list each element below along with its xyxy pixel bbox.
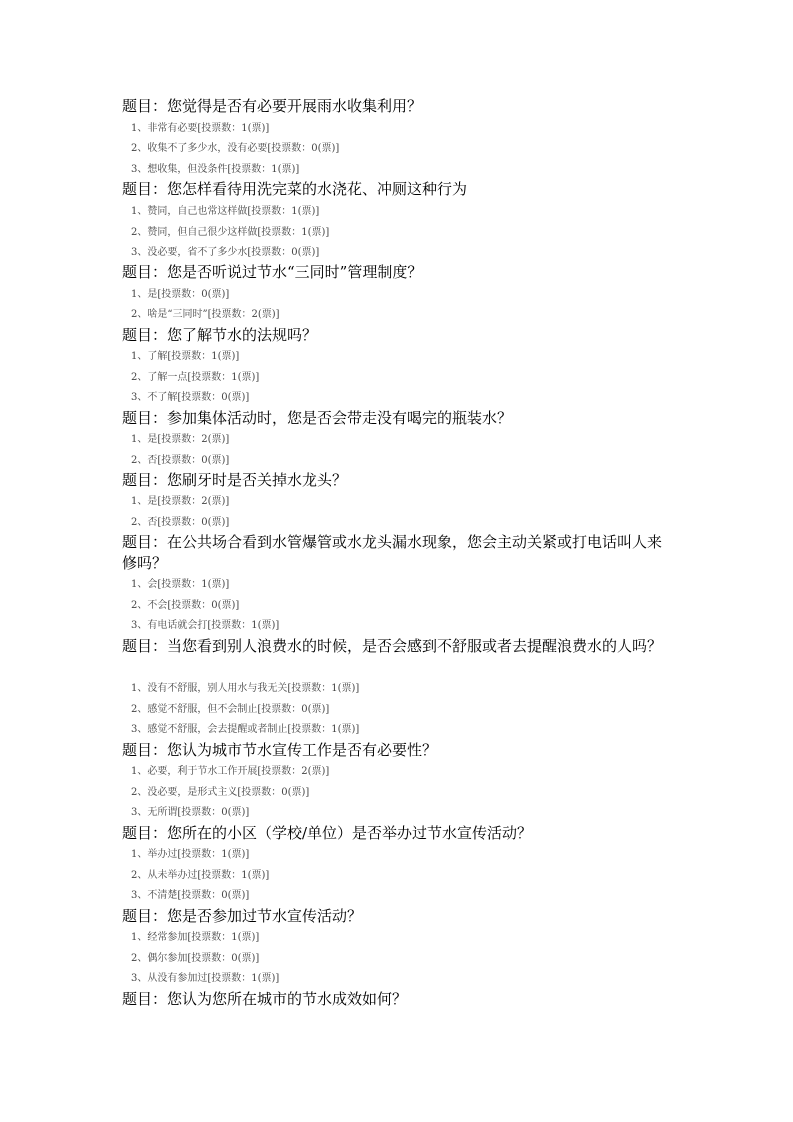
option-item: 2、感觉不舒服，但不会制止[投票数：0(票)] [131, 704, 330, 715]
option-item: 2、否[投票数：0(票)] [131, 455, 230, 466]
option-item: 1、必要，利于节水工作开展[投票数：2(票)] [131, 766, 330, 777]
option-item: 1、赞同，自己也常这样做[投票数：1(票)] [131, 206, 320, 217]
option-item: 1、了解[投票数：1(票)] [131, 351, 240, 362]
question-title: 题目：您刷牙时是否关掉水龙头？ [122, 471, 348, 489]
option-item: 2、啥是“三同时”[投票数：2(票)] [131, 309, 280, 320]
option-item: 2、没必要，是形式主义[投票数：0(票)] [131, 787, 310, 798]
option-item: 1、举办过[投票数：1(票)] [131, 849, 250, 860]
option-item: 1、是[投票数：2(票)] [131, 496, 230, 507]
question-title: 题目：您了解节水的法规吗？ [122, 326, 318, 344]
option-item: 2、赞同，但自己很少这样做[投票数：1(票)] [131, 227, 330, 238]
option-item: 2、偶尔参加[投票数：0(票)] [131, 953, 260, 964]
option-item: 1、会[投票数：1(票)] [131, 579, 230, 590]
question-title: 题目：您是否参加过节水宣传活动？ [122, 907, 363, 925]
option-item: 2、不会[投票数：0(票)] [131, 600, 240, 611]
option-item: 1、没有不舒服，别人用水与我无关[投票数：1(票)] [131, 683, 360, 694]
question-title: 题目：您认为您所在城市的节水成效如何？ [122, 990, 408, 1008]
option-item: 2、从未举办过[投票数：1(票)] [131, 870, 270, 881]
option-item: 2、收集不了多少水，没有必要[投票数：0(票)] [131, 143, 340, 154]
option-item: 1、非常有必要[投票数：1(票)] [131, 123, 270, 134]
question-title: 题目：您是否听说过节水“三同时”管理制度？ [122, 263, 423, 281]
option-item: 3、想收集，但没条件[投票数：1(票)] [131, 164, 300, 175]
option-item: 3、感觉不舒服，会去提醒或者制止[投票数：1(票)] [131, 724, 360, 735]
option-item: 3、从没有参加过[投票数：1(票)] [131, 973, 280, 984]
question-title: 题目：当您看到别人浪费水的时候，是否会感到不舒服或者去提醒浪费水的人吗？ [122, 637, 663, 655]
option-item: 1、是[投票数：2(票)] [131, 434, 230, 445]
question-title: 题目：您怎样看待用洗完菜的水浇花、冲厕这种行为 [122, 180, 468, 198]
option-item: 1、是[投票数：0(票)] [131, 289, 230, 300]
question-title: 题目：您认为城市节水宣传工作是否有必要性？ [122, 741, 438, 759]
option-item: 3、不了解[投票数：0(票)] [131, 392, 250, 403]
question-title: 题目：您觉得是否有必要开展雨水收集利用？ [122, 97, 423, 115]
question-title: 题目：参加集体活动时，您是否会带走没有喝完的瓶装水？ [122, 409, 513, 427]
option-item: 1、经常参加[投票数：1(票)] [131, 932, 260, 943]
option-item: 3、有电话就会打[投票数：1(票)] [131, 620, 280, 631]
question-title: 题目：您所在的小区（学校/单位）是否举办过节水宣传活动？ [122, 824, 533, 842]
option-item: 2、否[投票数：0(票)] [131, 517, 230, 528]
option-item: 3、无所谓[投票数：0(票)] [131, 807, 250, 818]
option-item: 2、了解一点[投票数：1(票)] [131, 372, 260, 383]
option-item: 3、不清楚[投票数：0(票)] [131, 890, 250, 901]
option-item: 3、没必要，省不了多少水[投票数：0(票)] [131, 247, 320, 258]
question-title: 题目：在公共场合看到水管爆管或水龙头漏水现象，您会主动关紧或打电话叫人来修吗？ [122, 533, 663, 572]
